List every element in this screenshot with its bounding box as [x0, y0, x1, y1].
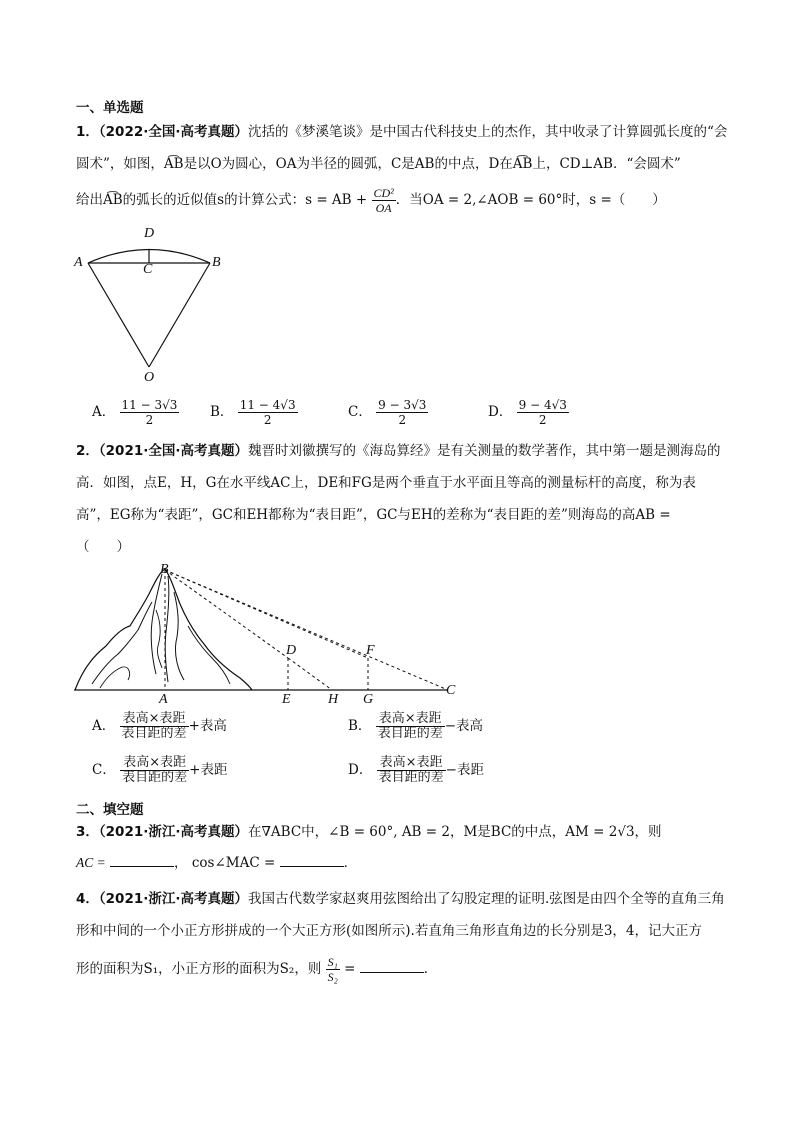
- sightline-bf: [165, 570, 368, 658]
- q2-line1: [76, 441, 721, 461]
- q1-text-line3a: 给出A͡B的弧长的近似值s的计算公式：s = AB +: [76, 192, 368, 208]
- label-f-island: F: [366, 643, 375, 658]
- q2-source: （2021·全国·高考真题）: [98, 443, 248, 459]
- section-heading-single-choice: 一、单选题: [76, 100, 144, 116]
- label-c: C: [143, 262, 153, 277]
- q4-line1: [76, 889, 725, 909]
- q4-source: （2021·浙江·高考真题）: [98, 891, 248, 907]
- q3-cos-blank[interactable]: [280, 854, 344, 867]
- q4-text-line3a: 形的面积为S₁，小正方形的面积为S₂，则: [76, 961, 322, 977]
- island-ridge-left: [92, 602, 152, 684]
- q3-source: （2021·浙江·高考真题）: [98, 824, 248, 840]
- label-b-island: B: [160, 562, 169, 577]
- q2-text-line2: 高．如图，点E，H，G在水平线AC上，DE和FG是两个垂直于水平面且等高的测量标杆的高度，称为表: [76, 475, 696, 491]
- label-a-island: A: [159, 692, 168, 707]
- q2-option-c[interactable]: C． $\frac{\text{表高×表距}}{\text{表目距的差}}$ +表距: [92, 755, 228, 785]
- sightline-bc: [165, 570, 448, 690]
- island-crevice-3: [174, 592, 184, 680]
- label-b: B: [212, 255, 221, 270]
- q1-text-line2: 圆术”，如图，A͡B是以O为圆心，OA为半径的圆弧，C是AB的中点，D在A͡B上，CD⊥AB．“会圆术”: [76, 156, 681, 172]
- q1-number: 1．: [76, 124, 99, 140]
- island-crevice-2: [165, 576, 169, 682]
- q4-ratio-fraction: $\frac{\text{S₁}}{\text{S₂}}$: [327, 955, 338, 984]
- q2-text-line3: 高”，EG称为“表距”，GC和EH都称为“表目距”，GC与EH的差称为“表目距的差”则海岛的高AB =: [76, 507, 671, 523]
- island-crevice-4: [156, 610, 162, 668]
- q1-formula-fraction: $\frac{\text{CD²}}{OA}$: [373, 186, 394, 215]
- radius-ob: [149, 263, 210, 367]
- q1-line3: [76, 186, 666, 215]
- q2-number: 2．: [76, 443, 99, 459]
- label-d-island: D: [286, 643, 297, 658]
- q3-ac-label: AC =: [76, 855, 106, 870]
- sightline-bd: [165, 570, 288, 658]
- q2-text-line1: 魏晋时刘徽撰写的《海岛算经》是有关测量的数学著作，其中第一题是测海岛的: [248, 443, 721, 459]
- q1-option-d[interactable]: D． $\frac{9 - 4√3}{2}$: [488, 398, 567, 427]
- label-a: A: [74, 255, 83, 270]
- q1-source: （2022·全国·高考真题）: [98, 124, 248, 140]
- q4-text-line1: 我国古代数学家赵爽用弦图给出了勾股定理的证明.弦图是由四个全等的直角三角: [248, 891, 725, 907]
- label-d: D: [144, 226, 155, 241]
- island-ridge-right: [188, 626, 230, 684]
- q4-number: 4．: [76, 891, 99, 907]
- q1-text-line1: 沈括的《梦溪笔谈》是中国古代科技史上的杰作，其中收录了计算圆弧长度的“会: [248, 124, 728, 140]
- q3-ac-blank[interactable]: [110, 854, 174, 867]
- section-heading-fill-blank: 二、填空题: [76, 802, 144, 818]
- sightline-dh: [288, 658, 332, 690]
- q2-option-b[interactable]: B． $\frac{\text{表高×表距}}{\text{表目距的差}}$ −表高: [348, 711, 484, 741]
- label-g-island: G: [363, 692, 374, 707]
- q1-sector-figure: [70, 222, 230, 392]
- q3-line2: AC = ， cos∠MAC = ．: [76, 855, 358, 871]
- q3-cos-label: cos∠MAC =: [191, 855, 276, 871]
- q2-text-line4: （ ）: [76, 539, 130, 555]
- q2-option-a[interactable]: A． $\frac{\text{表高×表距}}{\text{表目距的差}}$ +表高: [92, 711, 227, 741]
- q1-line1: [76, 122, 727, 142]
- q1-option-b[interactable]: B． $\frac{11 - 4√3}{2}$: [210, 398, 296, 427]
- radius-oa: [88, 263, 149, 367]
- q3-line1: [76, 822, 662, 842]
- q2-option-d[interactable]: D． $\frac{\text{表高×表距}}{\text{表目距的差}}$ −表距: [348, 755, 484, 785]
- q4-line3: 形的面积为S₁，小正方形的面积为S₂，则 $\frac{\text{S₁}}{\text{S₂}}$ = ．: [76, 955, 438, 984]
- q4-text-line2: 形和中间的一个小正方形拼成的一个大正方形(如图所示).若直角三角形直角边的长分别是3，4，记大正方: [76, 923, 703, 939]
- island-crevice-1: [151, 574, 162, 674]
- q1-option-a[interactable]: A． $\frac{11 - 3√3}{2}$: [92, 398, 178, 427]
- label-h-island: H: [328, 692, 339, 707]
- island-outline: [75, 569, 252, 690]
- label-e-island: E: [282, 692, 291, 707]
- q2-island-figure: [70, 562, 470, 712]
- label-o: O: [144, 370, 155, 385]
- q1-option-c[interactable]: C． $\frac{9 - 3√3}{2}$: [348, 398, 427, 427]
- q3-text-line1: 在∇ABC中，∠B = 60°, AB = 2，M是BC的中点，AM = 2√3，则: [248, 824, 662, 840]
- label-c-island: C: [446, 683, 456, 698]
- q4-answer-blank[interactable]: [360, 960, 424, 973]
- q1-text-line3b: ．当OA = 2,∠AOB = 60°时，s =（ ）: [395, 192, 666, 208]
- island-rock-1: [100, 667, 130, 688]
- q3-number: 3．: [76, 824, 99, 840]
